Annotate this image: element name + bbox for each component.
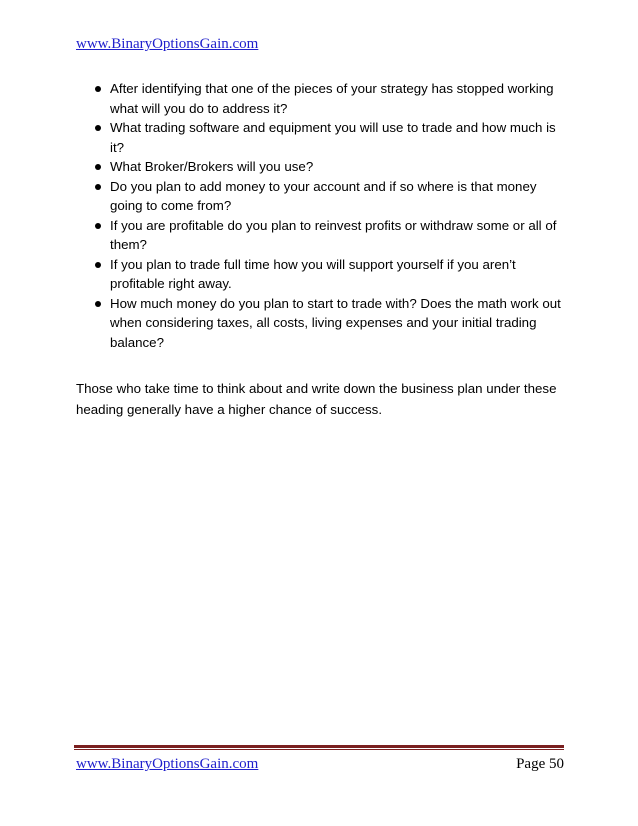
header-site-link[interactable]: www.BinaryOptionsGain.com bbox=[76, 36, 259, 52]
bullet-icon bbox=[95, 164, 101, 170]
bullet-icon bbox=[95, 125, 101, 131]
bullet-icon bbox=[95, 262, 101, 268]
list-item-text: Do you plan to add money to your account and if so where is that money going to come from? bbox=[110, 178, 537, 213]
list-item-text: What Broker/Brokers will you use? bbox=[110, 159, 314, 174]
list-item bbox=[76, 177, 566, 216]
list-item-text: What trading software and equipment you will use to trade and how much is it? bbox=[110, 120, 556, 155]
list-item-text: After identifying that one of the pieces of your strategy has stopped working what will you do to address it? bbox=[110, 81, 554, 116]
list-item bbox=[76, 157, 566, 177]
list-item bbox=[76, 294, 566, 353]
question-list bbox=[76, 79, 566, 352]
footer-divider bbox=[74, 745, 564, 748]
list-item-text: If you plan to trade full time how you will support yourself if you aren’t profitable right away. bbox=[110, 256, 516, 291]
bullet-icon bbox=[95, 184, 101, 190]
footer-divider-thin bbox=[74, 749, 564, 750]
footer-site-link[interactable]: www.BinaryOptionsGain.com bbox=[76, 756, 259, 772]
bullet-icon bbox=[95, 86, 101, 92]
list-item bbox=[76, 216, 566, 255]
list-item bbox=[76, 255, 566, 294]
page-number: Page 50 bbox=[516, 756, 564, 772]
bullet-icon bbox=[95, 301, 101, 307]
list-item-text: How much money do you plan to start to trade with? Does the math work out when considering taxes, all costs, living expenses and your initial trading balance? bbox=[110, 295, 561, 350]
closing-paragraph: Those who take time to think about and write down the business plan under these heading generally have a higher chance of success. bbox=[76, 381, 557, 417]
bullet-icon bbox=[95, 223, 101, 229]
list-item bbox=[76, 79, 566, 118]
list-item-text: If you are profitable do you plan to reinvest profits or withdraw some or all of them? bbox=[110, 217, 557, 252]
list-item bbox=[76, 118, 566, 157]
